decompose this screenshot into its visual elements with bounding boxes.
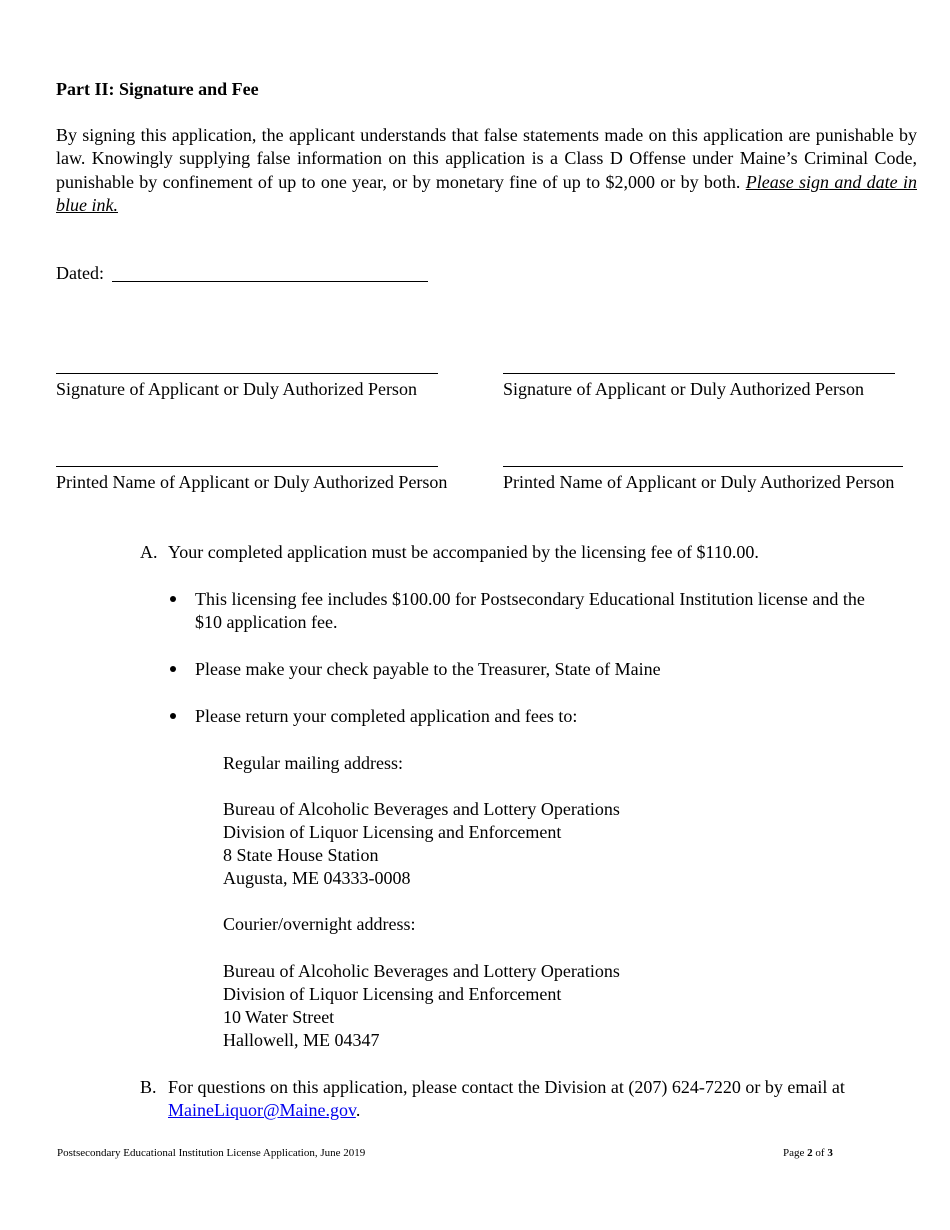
item-b-marker: B. [140,1077,157,1097]
courier-address-line: Bureau of Alcoholic Beverages and Lottery Operations [223,961,620,981]
signature-caption-right: Signature of Applicant or Duly Authorized Person [503,379,864,399]
legal-statement-text: By signing this application, the applicant understands that false statements made on this application are punishable by law. Knowingly supplying false information on this application is a Class D Offense under Maine’s Criminal Code, punishable by confinement of up to one year, or by monetary fine of up to $2,000 or by both. [56,125,917,192]
item-a-marker: A. [140,542,158,562]
page-total: 3 [827,1147,833,1159]
dated-field[interactable] [112,281,428,282]
email-link[interactable]: MaineLiquor@Maine.gov [168,1100,356,1120]
courier-address-line: Hallowell, ME 04347 [223,1030,380,1050]
regular-address-label: Regular mailing address: [223,753,403,773]
page-prefix: Page [783,1147,808,1159]
bullet-payable: Please make your check payable to the Treasurer, State of Maine [195,659,661,679]
dated-label: Dated: [56,263,104,283]
page-current: 2 [807,1147,813,1159]
regular-address-line: Division of Liquor Licensing and Enforcement [223,822,562,842]
signature-line-left[interactable] [56,373,438,374]
bullet-fee-line2: $10 application fee. [195,612,338,632]
sign-instruction: Please sign and date in blue ink. [56,171,917,215]
item-b-text: For questions on this application, please contact the Division at (207) 624-7220 or by email at [168,1077,845,1097]
bullet-fee-line1: This licensing fee includes $100.00 for Postsecondary Educational Institution license and the [195,589,865,609]
regular-address-line: Augusta, ME 04333-0008 [223,868,411,888]
bullet-icon [170,713,176,719]
bullet-icon [170,596,176,602]
printed-name-caption-left: Printed Name of Applicant or Duly Authorized Person [56,472,448,492]
regular-address-line: 8 State House Station [223,845,379,865]
printed-name-caption-right: Printed Name of Applicant or Duly Authorized Person [503,472,895,492]
item-b-email-line [168,1099,360,1122]
item-b-period: . [355,1100,361,1120]
courier-address-line: 10 Water Street [223,1007,335,1027]
legal-statement [56,124,917,217]
printed-name-line-right[interactable] [503,466,903,467]
printed-name-line-left[interactable] [56,466,438,467]
footer-title: Postsecondary Educational Institution License Application, June 2019 [57,1147,366,1159]
item-a-text: Your completed application must be accompanied by the licensing fee of $110.00. [168,542,759,562]
signature-line-right[interactable] [503,373,895,374]
signature-caption-left: Signature of Applicant or Duly Authorized Person [56,379,417,399]
page-of: of [812,1147,828,1159]
footer-page-number [783,1146,833,1160]
courier-address-label: Courier/overnight address: [223,914,416,934]
bullet-icon [170,666,176,672]
courier-address-line: Division of Liquor Licensing and Enforcement [223,984,562,1004]
regular-address-line: Bureau of Alcoholic Beverages and Lottery Operations [223,799,620,819]
bullet-return: Please return your completed application and fees to: [195,706,578,726]
section-heading: Part II: Signature and Fee [56,79,259,99]
